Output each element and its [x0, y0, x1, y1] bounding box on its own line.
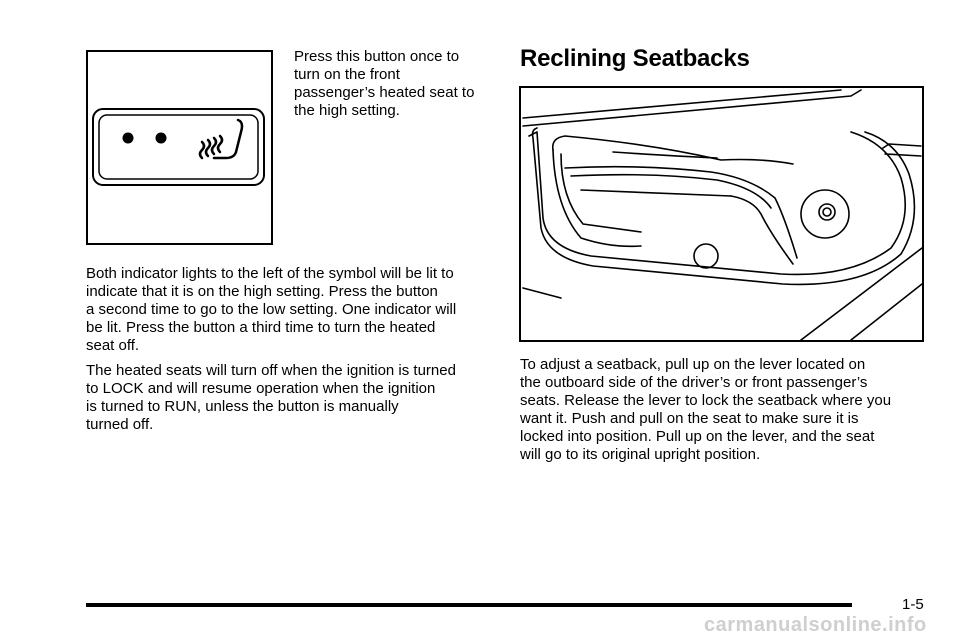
heated-seat-icon: [200, 120, 242, 158]
paragraph-line: will go to its original upright position.: [520, 446, 761, 463]
paragraph-line: the outboard side of the driver’s or front passenger’s: [520, 374, 868, 391]
paragraph-line: To adjust a seatback, pull up on the lever located on: [520, 356, 866, 373]
caption-line: Press this button once to: [294, 48, 460, 65]
paragraph-line: be lit. Press the button a third time to turn the heated: [86, 319, 436, 336]
paragraph-line: seat off.: [86, 337, 140, 354]
paragraph-line: The heated seats will turn off when the ignition is turned: [86, 362, 456, 379]
indicator-lights-paragraph: [86, 265, 506, 355]
paragraph-line: want it. Push and pull on the seat to make sure it is: [520, 410, 859, 427]
caption-line: turn on the front: [294, 66, 400, 83]
ignition-paragraph: [86, 362, 506, 434]
paragraph-line: is turned to RUN, unless the button is manually: [86, 398, 399, 415]
paragraph-line: to LOCK and will resume operation when the ignition: [86, 380, 436, 397]
indicator-light-1: [123, 133, 134, 144]
heated-seat-button-illustration: [86, 50, 273, 245]
paragraph-line: indicate that it is on the high setting. Press the button: [86, 283, 438, 300]
heated-seat-button-drawing: [88, 52, 271, 243]
paragraph-line: turned off.: [86, 416, 154, 433]
caption-line: the high setting.: [294, 102, 400, 119]
caption-line: passenger’s heated seat to: [294, 84, 475, 101]
footer-rule: [86, 603, 852, 607]
page-number: 1-5: [902, 596, 924, 613]
indicator-light-2: [156, 133, 167, 144]
paragraph-line: locked into position. Pull up on the lever, and the seat: [520, 428, 875, 445]
watermark: carmanualsonline.info: [704, 614, 927, 636]
seatback-paragraph: [520, 356, 940, 464]
section-heading: Reclining Seatbacks: [520, 45, 750, 72]
seatback-lever-illustration: [519, 86, 924, 342]
button-caption: [294, 48, 504, 120]
paragraph-line: a second time to go to the low setting. One indicator will: [86, 301, 457, 318]
paragraph-line: seats. Release the lever to lock the seatback where you: [520, 392, 892, 409]
paragraph-line: Both indicator lights to the left of the symbol will be lit to: [86, 265, 454, 282]
seatback-lever-drawing: [521, 88, 922, 340]
